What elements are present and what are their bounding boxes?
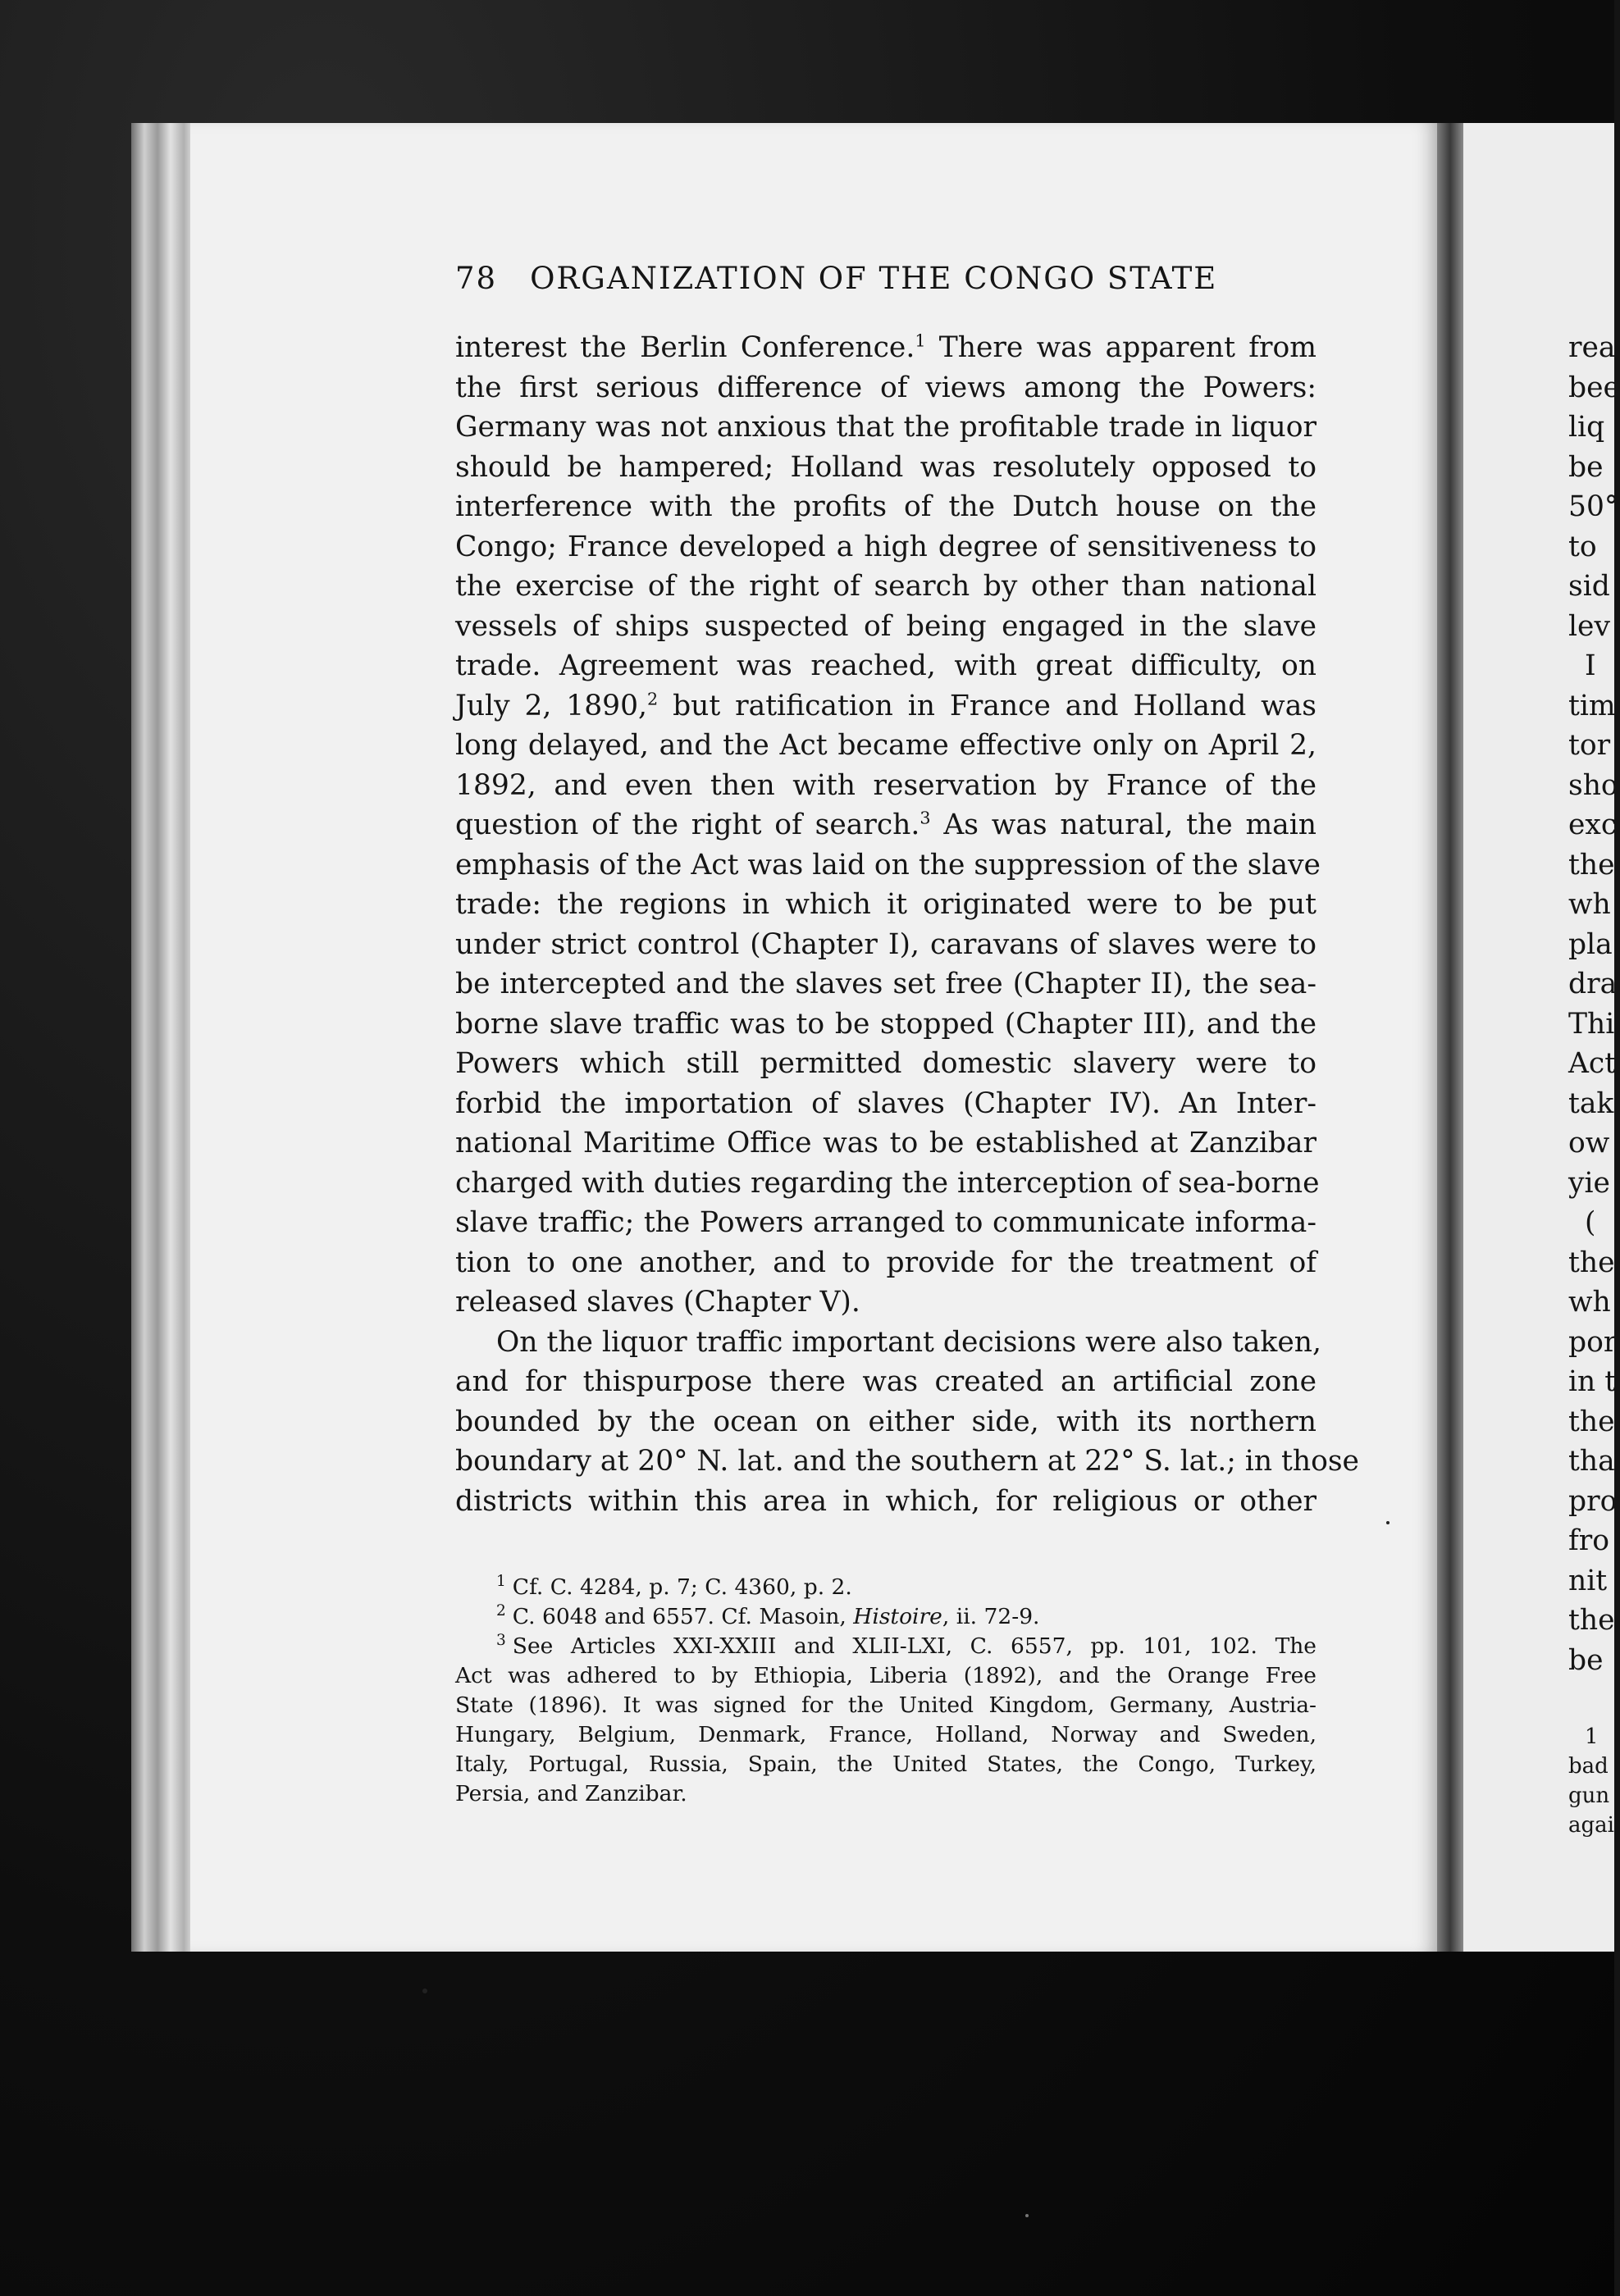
body-line: [455, 925, 1317, 965]
right-page-fragment: rea: [1568, 331, 1616, 364]
right-page-fragment: tha: [1568, 1445, 1615, 1478]
body-line-text: emphasis of the Act was laid on the suppression of the slave: [455, 848, 1321, 882]
right-page-fragment: (: [1585, 1206, 1596, 1239]
body-line: [455, 368, 1317, 408]
right-page-note-fragment: 1: [1585, 1724, 1599, 1749]
right-page-notes: [1568, 1722, 1614, 1840]
footnote-line: [455, 1691, 1317, 1720]
body-line: [455, 1482, 1317, 1522]
body-line: [455, 1362, 1317, 1402]
footnote-reference: 2: [647, 689, 659, 708]
footnote-italic-title: Histoire: [853, 1604, 942, 1629]
body-line-text: long delayed, and the Act became effective only on April 2,: [455, 729, 1317, 762]
body-line-text: Congo; France developed a high degree of sensitiveness to: [455, 530, 1317, 563]
body-line: [455, 567, 1317, 607]
body-line: [455, 408, 1317, 448]
right-page-fragment: pla: [1568, 927, 1613, 961]
footnote-text-continued: , ii. 72-9.: [942, 1604, 1040, 1629]
right-page-fragment: fro: [1568, 1524, 1610, 1557]
body-line: [455, 607, 1317, 647]
right-page-fragment: to: [1568, 530, 1597, 563]
footnote-line: [455, 1720, 1317, 1750]
right-page-fragment: liq: [1568, 411, 1605, 444]
running-head: [455, 261, 1243, 296]
running-title: ORGANIZATION OF THE CONGO STATE: [530, 261, 1218, 296]
body-line: [455, 1084, 1317, 1124]
body-line-text: slave traffic; the Powers arranged to communicate informa-: [455, 1206, 1317, 1239]
body-line-text: forbid the importation of slaves (Chapter IV). An Inter-: [455, 1086, 1317, 1120]
right-page-fragment: tak: [1568, 1086, 1614, 1120]
body-line-text: question of the right of search.: [455, 809, 920, 841]
right-page-fragment: nit: [1568, 1564, 1608, 1597]
right-page-fragment: Thi: [1568, 1007, 1615, 1041]
body-line: [455, 1402, 1317, 1442]
body-line: [455, 1282, 1317, 1323]
body-line-text: borne slave traffic was to be stopped (Chapter III), and the: [455, 1007, 1317, 1041]
body-line-text: tion to one another, and to provide for the treatment of: [455, 1246, 1317, 1279]
footnote-line: [455, 1661, 1317, 1691]
body-line-text: bounded by the ocean on either side, with its northern: [455, 1405, 1317, 1438]
body-line: [455, 964, 1317, 1004]
right-page-fragment: ow: [1568, 1127, 1610, 1159]
body-line-text-continued: There was apparent from: [925, 331, 1317, 364]
footnote-text: Act was adhered to by Ethiopia, Liberia (1892), and the Orange Free: [455, 1663, 1317, 1688]
body-line-text: July 2, 1890,: [455, 689, 648, 722]
body-line-text: the first serious difference of views among the Powers:: [455, 371, 1317, 404]
right-page-fragment: wh: [1568, 888, 1611, 921]
body-line: [455, 1004, 1317, 1045]
right-page-note-fragment: gun: [1568, 1784, 1610, 1808]
body-line-text: trade. Agreement was reached, with great difficulty, on: [455, 649, 1317, 682]
body-line-text: charged with duties regarding the interception of sea-borne: [455, 1166, 1320, 1200]
body-line-text: Powers which still permitted domestic slavery were to: [455, 1047, 1317, 1080]
footnote-text: Italy, Portugal, Russia, Spain, the United States, the Congo, Turkey,: [455, 1752, 1317, 1777]
right-page-fragment: exc: [1568, 809, 1618, 841]
right-page-fragment: 50°: [1568, 490, 1619, 523]
footnote-text: Cf. C. 4284, p. 7; C. 4360, p. 2.: [512, 1574, 852, 1600]
right-page-fragment: por: [1568, 1325, 1618, 1359]
right-page-fragment: lev: [1568, 609, 1610, 643]
body-line: [455, 527, 1317, 567]
body-line-text: interest the Berlin Conference.: [455, 331, 915, 364]
footnote-text: Persia, and Zanzibar.: [455, 1781, 687, 1806]
right-page-fragment: bee: [1568, 371, 1620, 404]
right-page-fragment: in t: [1568, 1365, 1617, 1398]
right-page-text: [1568, 328, 1620, 1680]
body-line-text: vessels of ships suspected of being engaged in the slave: [455, 609, 1317, 643]
footnote-line: [455, 1602, 1317, 1632]
right-page-fragment: the: [1568, 848, 1615, 882]
dust-speck: [1025, 2214, 1029, 2217]
body-line: [455, 1323, 1321, 1363]
footnote-reference: 3: [920, 808, 931, 828]
footnote-text: Hungary, Belgium, Denmark, France, Holland, Norway and Sweden,: [455, 1722, 1317, 1747]
body-line: [455, 1164, 1320, 1204]
body-line-text: trade: the regions in which it originated were to be put: [455, 888, 1317, 921]
footnote-text: See Articles XXI-XXIII and XLII-LXI, C. 6557, pp. 101, 102. The: [512, 1633, 1317, 1659]
right-page-fragment: tim: [1568, 689, 1616, 722]
body-line-text: should be hampered; Holland was resolutely opposed to: [455, 450, 1317, 484]
right-page-fragment: the: [1568, 1604, 1615, 1637]
body-line-text: the exercise of the right of search by other than national: [455, 570, 1317, 603]
page-number: 78: [455, 261, 498, 296]
right-page-fragment: yie: [1568, 1166, 1610, 1200]
body-line-text: Germany was not anxious that the profitable trade in liquor: [455, 411, 1317, 444]
right-page-fragment: pro: [1568, 1484, 1618, 1518]
footnote-line: [455, 1779, 1317, 1809]
body-line: [455, 845, 1321, 886]
body-line-text: released slaves (Chapter V).: [455, 1286, 860, 1319]
footnote-mark: 2: [496, 1602, 506, 1620]
right-page-fragment: sho: [1568, 768, 1618, 802]
body-line: [455, 448, 1317, 488]
footnote-reference: 1: [915, 330, 926, 351]
body-line-text: and for thispurpose there was created an artificial zone: [455, 1365, 1317, 1398]
body-text: [455, 328, 1359, 1521]
footnote-mark: 3: [496, 1632, 506, 1650]
body-line-text-continued: As was natural, the main: [930, 809, 1317, 841]
body-line: [455, 885, 1317, 925]
body-line-text: interference with the profits of the Dutch house on the: [455, 490, 1317, 523]
right-page-fragment: sid: [1568, 570, 1610, 603]
footnote-line: [455, 1750, 1317, 1779]
right-page-fragment: dra: [1568, 968, 1618, 1000]
dust-speck: [1386, 1521, 1390, 1524]
body-line-text: under strict control (Chapter I), caravans of slaves were to: [455, 927, 1317, 961]
body-line-text: districts within this area in which, for religious or other: [455, 1484, 1317, 1518]
right-page-fragment: I: [1585, 649, 1596, 682]
body-line: [455, 646, 1317, 686]
body-line: [455, 1044, 1317, 1084]
body-line: [455, 487, 1317, 527]
book-gutter: [1437, 123, 1463, 1952]
body-line-text: boundary at 20° N. lat. and the southern at 22° S. lat.; in those: [455, 1445, 1359, 1478]
page-stack-edge: [131, 123, 197, 1952]
body-line: [455, 1442, 1359, 1482]
right-page-fragment: be: [1568, 1643, 1604, 1677]
footnote-line: [455, 1573, 1317, 1602]
body-line: [455, 686, 1317, 727]
body-line-text: national Maritime Office was to be established at Zanzibar: [455, 1127, 1317, 1159]
footnote-mark: 1: [496, 1573, 506, 1591]
body-line: [455, 1203, 1317, 1243]
right-page-fragment: the: [1568, 1405, 1615, 1438]
body-line-text: be intercepted and the slaves set free (Chapter II), the sea-: [455, 968, 1317, 1000]
right-page-note-fragment: bad: [1568, 1754, 1609, 1779]
dust-speck: [422, 1988, 427, 1993]
right-page-fragment: Act: [1568, 1047, 1617, 1080]
body-line: [455, 1123, 1317, 1164]
right-page-fragment: wh: [1568, 1286, 1611, 1319]
body-line-text-continued: but ratification in France and Holland was: [658, 689, 1317, 722]
body-line: [455, 1243, 1317, 1283]
right-page-fragment: tor: [1568, 729, 1611, 762]
right-page-fragment: be: [1568, 450, 1604, 484]
footnote-text: State (1896). It was signed for the United Kingdom, Germany, Austria-: [455, 1692, 1317, 1718]
body-line: [455, 805, 1317, 845]
footnotes: [455, 1573, 1317, 1809]
footnote-line: [455, 1632, 1317, 1661]
body-line-text: On the liquor traffic important decisions were also taken,: [496, 1325, 1321, 1359]
footnote-text: C. 6048 and 6557. Cf. Masoin,: [512, 1604, 854, 1629]
body-line: [455, 766, 1317, 806]
body-line-text: 1892, and even then with reservation by France of the: [455, 768, 1317, 802]
body-line: [455, 726, 1317, 766]
right-page-fragment: the: [1568, 1246, 1615, 1279]
body-line: [455, 328, 1317, 368]
right-page-note-fragment: agai: [1568, 1813, 1614, 1838]
